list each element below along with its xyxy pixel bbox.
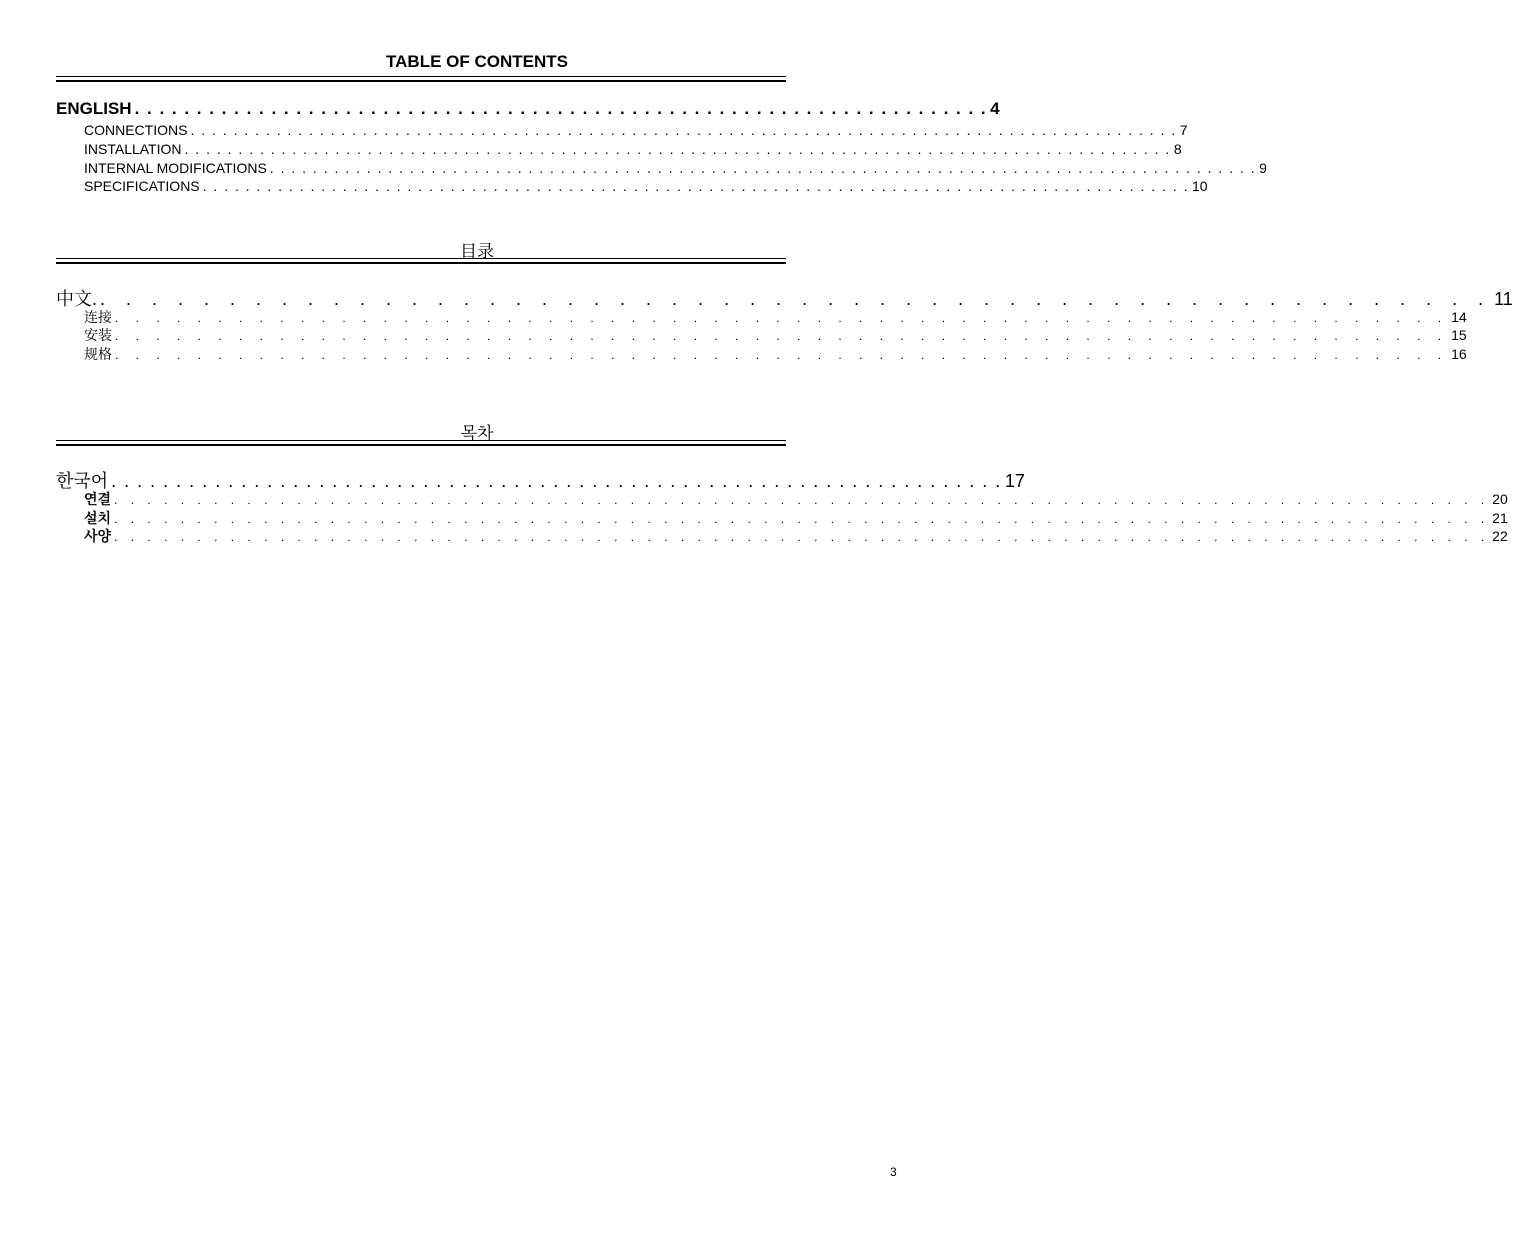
leader-dots: . . . . . . . . . . . . . . . . . . . . . . . . . . . . . . . . . . . . . . . . . . . . . . . . . . . . . . . . . . . . . . . . . . . . . bbox=[111, 471, 1002, 491]
section-title: 목차 bbox=[460, 424, 494, 443]
toc-entry-install[interactable] bbox=[84, 325, 1467, 345]
leader-dots: . . . . . . . . . . . . . . . . . . . . . . . . . . . . . . . . . . . . . . . . . . . . . . . . . . . . . . . . . . . . . . . . . bbox=[115, 348, 1449, 362]
toc-entry-page: 7 bbox=[1179, 122, 1188, 138]
toc-entry-page: 20 bbox=[1492, 491, 1508, 507]
section-title: 目录 bbox=[460, 242, 494, 261]
toc-entry-page: 21 bbox=[1492, 510, 1508, 526]
leader-dots: . . . . . . . . . . . . . . . . . . . . . . . . . . . . . . . . . . . . . . . . . . . . . . . . . . . . . . . . . . . . . . . . . bbox=[115, 329, 1449, 343]
toc-entry-page: 11 bbox=[1494, 289, 1513, 309]
toc-entry-specs-ko[interactable] bbox=[84, 526, 1508, 546]
toc-entry-connect-ko[interactable] bbox=[84, 489, 1508, 509]
leader-dots: . . . . . . . . . . . . . . . . . . . . . . . . . . . . . . . . . . . . . . . . . . . . . . . . . . . . . . . . . . . . . . . . . . . . . . . . . . . . . . . . . . . . . . . . . . . . bbox=[184, 141, 1171, 157]
toc-entry-page: 15 bbox=[1451, 327, 1467, 343]
leader-dots: . . . . . . . . . . . . . . . . . . . . . . . . . . . . . . . . . . . . . . . . . . . . . . . . . . . . . . . . . . . . . . . . . . . . . . . . . . . . . . . . . . . bbox=[114, 493, 1490, 507]
toc-entry-connections[interactable] bbox=[84, 122, 1188, 138]
toc-entry-internal-modifications[interactable] bbox=[84, 160, 1267, 176]
toc-entry-page: 22 bbox=[1492, 528, 1508, 544]
section-title: TABLE OF CONTENTS bbox=[386, 52, 568, 71]
toc-entry-label: 安装 bbox=[84, 327, 112, 343]
title-rule bbox=[56, 440, 786, 446]
leader-dots: . . . . . . . . . . . . . . . . . . . . . . . . . . . . . . . . . . . . . . . . . . . . . . . . . . . . . . . . . . . . . . . . . . . . . . . . . . . . . . . . . . . . . . . . . . . . bbox=[202, 178, 1189, 194]
toc-entry-label: 规格 bbox=[84, 346, 112, 362]
toc-entry-page: 17 bbox=[1004, 471, 1025, 491]
leader-dots: . . . . . . . . . . . . . . . . . . . . . . . . . . . . . . . . . . . . . . . . . . . . . . . . . . . . . . . . . . . . . . . . . . . . . bbox=[134, 99, 988, 118]
toc-entry-page: 8 bbox=[1173, 141, 1182, 157]
toc-entry-specifications[interactable] bbox=[84, 178, 1208, 194]
toc-entry-page: 14 bbox=[1451, 309, 1467, 325]
toc-entry-label: 설치 bbox=[84, 510, 112, 526]
toc-entry-label: 中文. bbox=[56, 289, 98, 309]
toc-entry-page: 10 bbox=[1191, 178, 1208, 194]
page-number: 3 bbox=[890, 1165, 897, 1179]
leader-dots: . . . . . . . . . . . . . . . . . . . . . . . . . . . . . . . . . . . . . . . . . . . . . . . . . . . . . . . . . . . . . . . . . . . . . . . . . . . . . . . . . . . . . . . . . . . . bbox=[190, 122, 1177, 138]
leader-dots: . . . . . . . . . . . . . . . . . . . . . . . . . . . . . . . . . . . . . . . . . . . . . . . . . . . . . . . . . . . . . . . . . bbox=[115, 311, 1449, 325]
toc-entry-specs[interactable] bbox=[84, 344, 1467, 364]
leader-dots: . . . . . . . . . . . . . . . . . . . . . . . . . . . . . . . . . . . . . . . . . . . . . . . . . . . . . . . . . . . . . . . . . . . . . . . . . . . . . . . . . . . . . . . . . . . . bbox=[269, 160, 1257, 176]
toc-entry-label: CONNECTIONS bbox=[84, 122, 188, 138]
toc-entry-label: SPECIFICATIONS bbox=[84, 178, 200, 194]
toc-entry-label: 连接 bbox=[84, 309, 112, 325]
title-rule bbox=[56, 258, 786, 264]
toc-entry-page: 9 bbox=[1259, 160, 1267, 176]
toc-entry-label: 사양 bbox=[84, 528, 112, 544]
toc-entry-connect[interactable] bbox=[84, 307, 1467, 327]
leader-dots: . . . . . . . . . . . . . . . . . . . . . . . . . . . . . . . . . . . . . . . . . . . . . . . . . . . . . . . . . . . . . . . . . . . . . . . . . . . . . . . . . . . bbox=[114, 512, 1490, 526]
toc-entry-label: INSTALLATION bbox=[84, 141, 182, 157]
toc-entry-label: 한국어 bbox=[56, 471, 109, 491]
toc-entry-page: 4 bbox=[990, 99, 1000, 118]
toc-entry-english[interactable] bbox=[56, 99, 1000, 119]
title-rule bbox=[56, 76, 786, 82]
toc-entry-install-ko[interactable] bbox=[84, 508, 1508, 528]
toc-entry-label: ENGLISH bbox=[56, 99, 132, 118]
leader-dots: . . . . . . . . . . . . . . . . . . . . . . . . . . . . . . . . . . . . . . . . . . . . . . . . . . . . . . . . . . . . . . . . . . . . . . . . . . . . . . . . . . . bbox=[114, 530, 1490, 544]
toc-entry-label: INTERNAL MODIFICATIONS bbox=[84, 160, 267, 176]
toc-entry-label: 연결 bbox=[84, 491, 112, 507]
toc-entry-installation[interactable] bbox=[84, 141, 1182, 157]
leader-dots: . . . . . . . . . . . . . . . . . . . . . . . . . . . . . . . . . . . . . . . . . . . . . . . . . . . . . . bbox=[100, 289, 1492, 309]
toc-entry-page: 16 bbox=[1451, 346, 1467, 362]
